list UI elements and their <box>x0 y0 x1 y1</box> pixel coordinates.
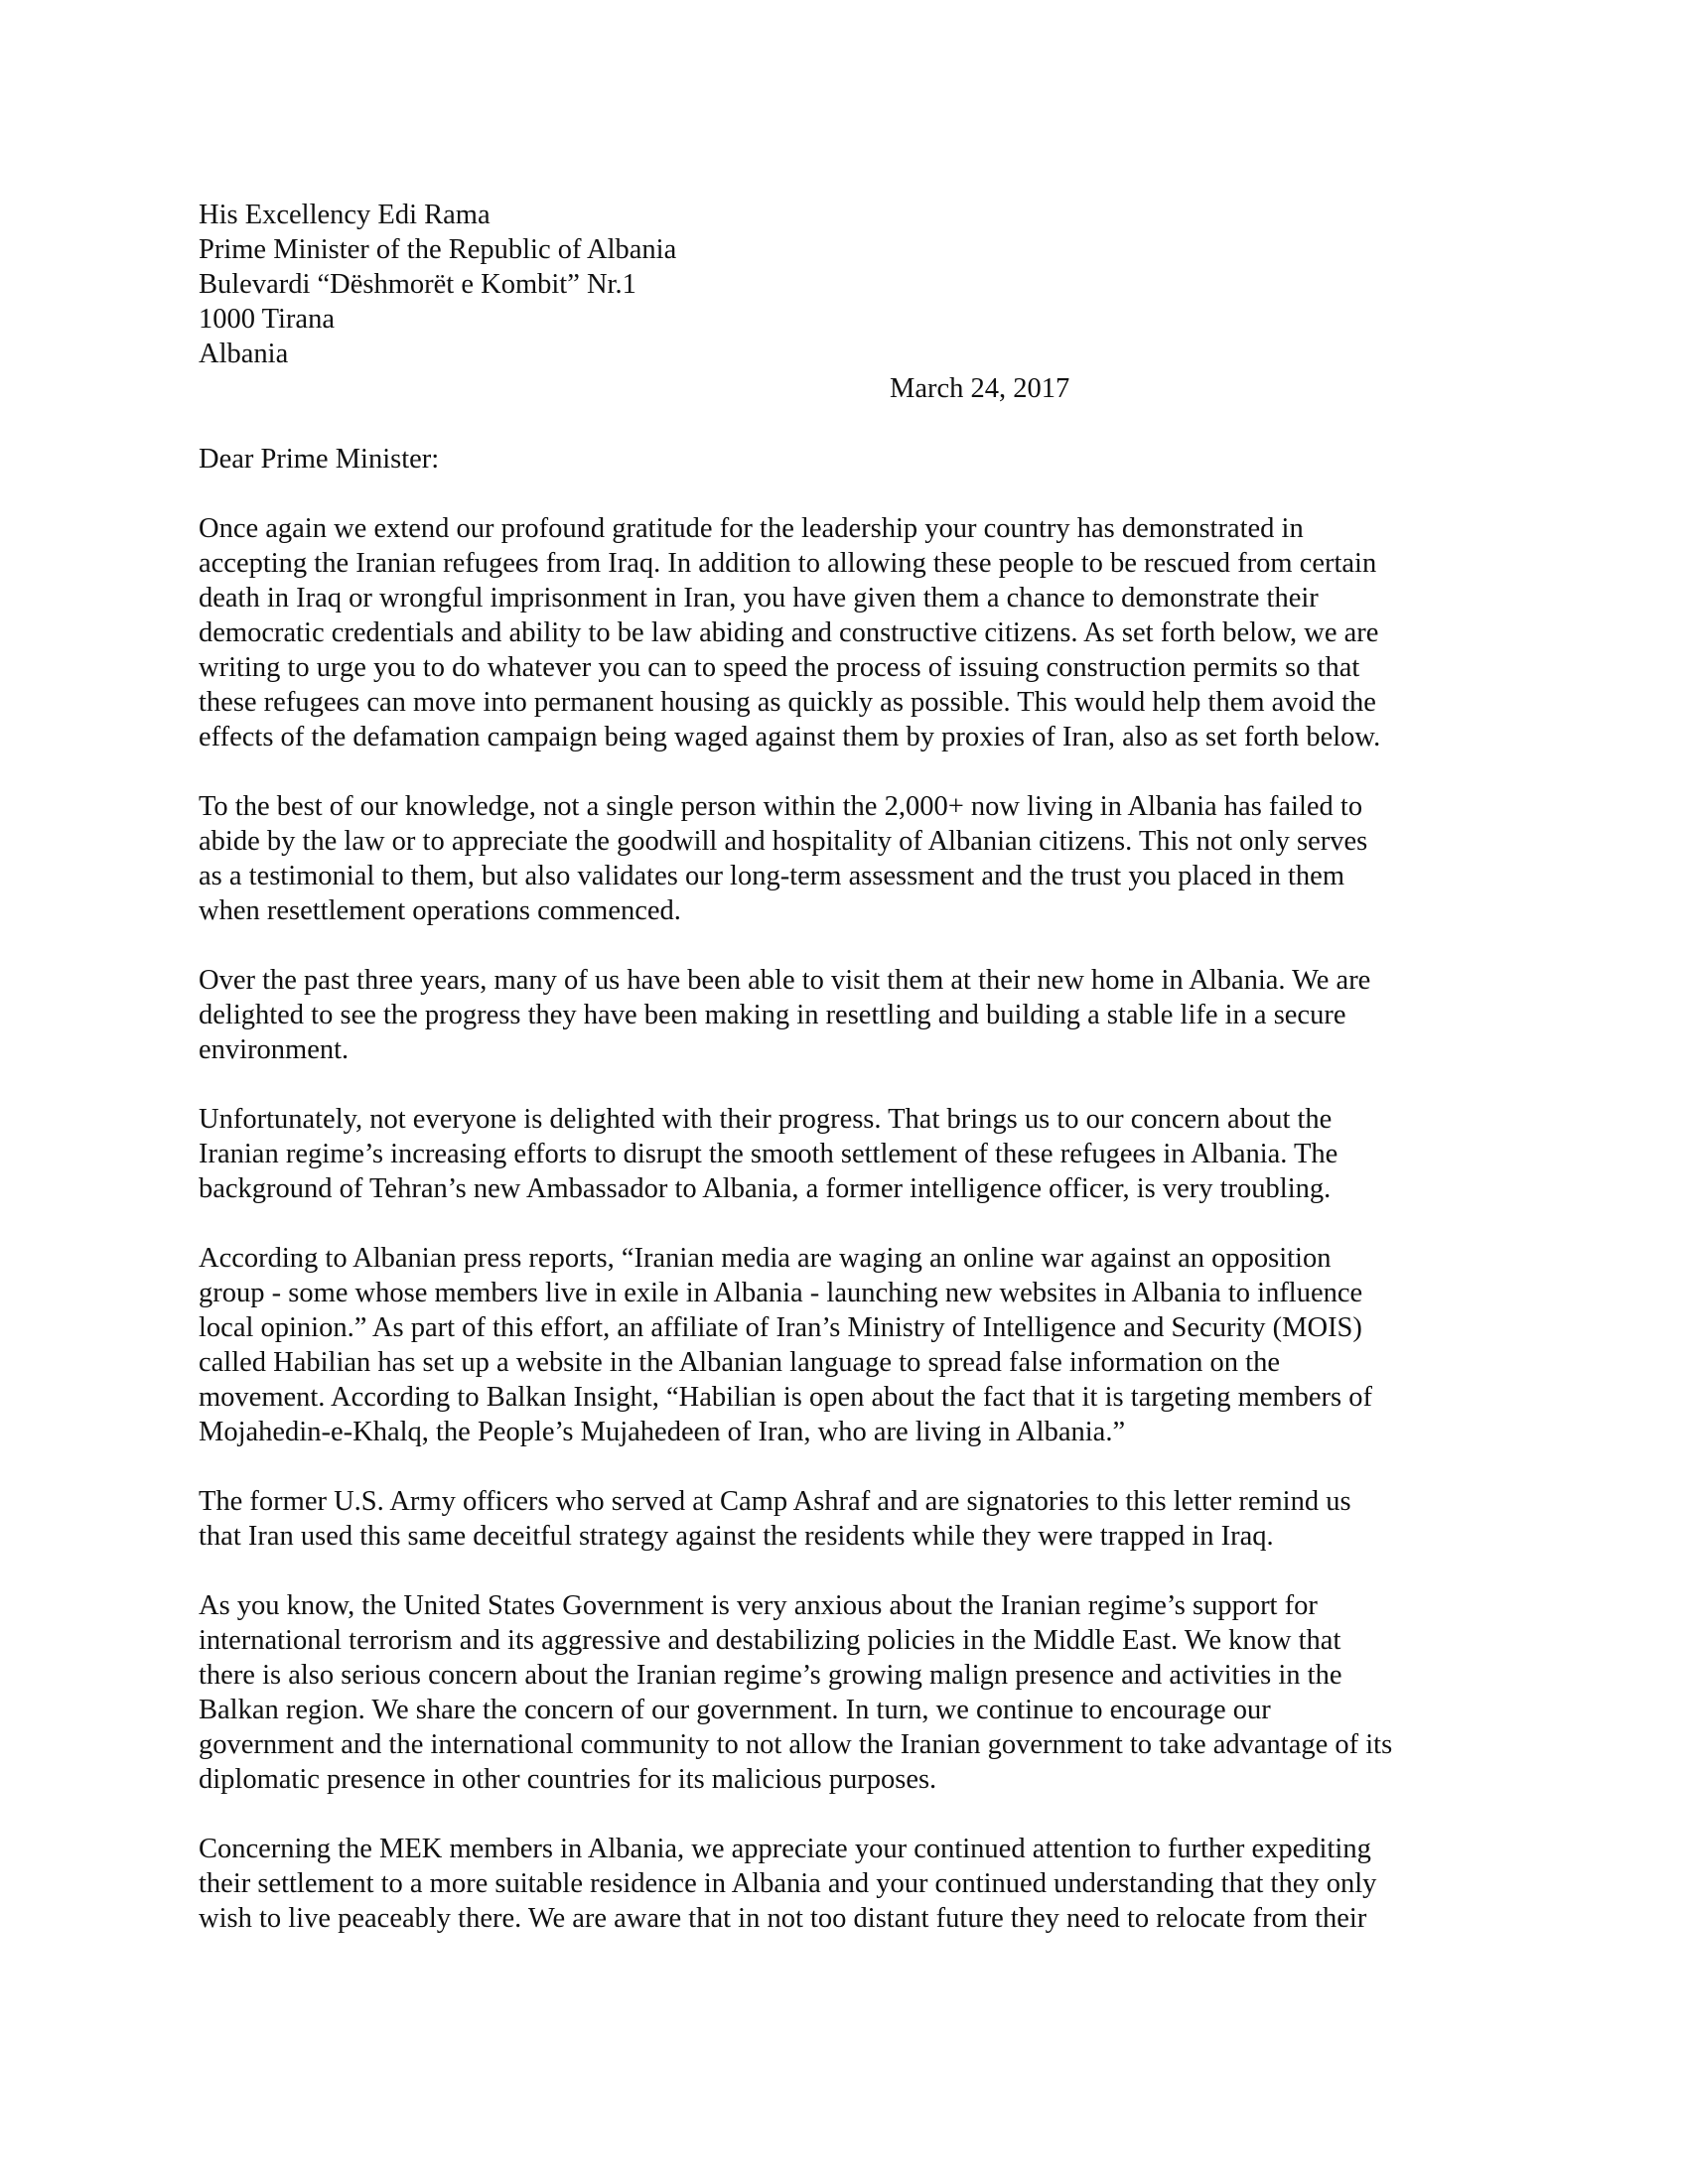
paragraph <box>199 1832 1489 1936</box>
text-line: The former U.S. Army officers who served at Camp Ashraf and are signatories to this letter remind us <box>199 1486 1351 1517</box>
text-line: background of Tehran’s new Ambassador to Albania, a former intelligence officer, is very troubling. <box>199 1173 1332 1204</box>
salutation: Dear Prime Minister: <box>199 444 440 475</box>
letter-body <box>199 511 1489 1971</box>
address-line: Prime Minister of the Republic of Albania <box>199 234 677 265</box>
text-line: wish to live peaceably there. We are aware that in not too distant future they need to relocate from their <box>199 1903 1367 1934</box>
text-line: international terrorism and its aggressive and destabilizing policies in the Middle East. We know that <box>199 1625 1341 1656</box>
paragraph <box>199 1102 1489 1206</box>
text-line: environment. <box>199 1034 350 1065</box>
text-line: death in Iraq or wrongful imprisonment in Iran, you have given them a chance to demonstrate their <box>199 583 1319 614</box>
text-line: Iranian regime’s increasing efforts to disrupt the smooth settlement of these refugees in Albania. The <box>199 1139 1338 1169</box>
letter-date: March 24, 2017 <box>890 373 1070 404</box>
paragraph <box>199 963 1489 1067</box>
text-line: To the best of our knowledge, not a single person within the 2,000+ now living in Albania has failed to <box>199 791 1363 822</box>
paragraph <box>199 1484 1489 1554</box>
text-line: Once again we extend our profound gratitude for the leadership your country has demonstrated in <box>199 513 1304 544</box>
text-line: delighted to see the progress they have been making in resettling and building a stable life in a secure <box>199 1000 1346 1030</box>
text-line: when resettlement operations commenced. <box>199 895 681 926</box>
text-line: government and the international community to not allow the Iranian government to take advantage of its <box>199 1729 1393 1760</box>
text-line: that Iran used this same deceitful strategy against the residents while they were trapped in Iraq. <box>199 1521 1274 1552</box>
text-line: abide by the law or to appreciate the goodwill and hospitality of Albanian citizens. This not only serves <box>199 826 1368 857</box>
paragraph <box>199 789 1489 928</box>
text-line: movement. According to Balkan Insight, “Habilian is open about the fact that it is targeting members of <box>199 1382 1372 1413</box>
text-line: Mojahedin-e-Khalq, the People’s Mujahedeen of Iran, who are living in Albania.” <box>199 1417 1126 1447</box>
recipient-address <box>199 198 676 371</box>
text-line: writing to urge you to do whatever you can to speed the process of issuing construction permits so that <box>199 652 1360 683</box>
address-line: Bulevardi “Dëshmorët e Kombit” Nr.1 <box>199 269 636 300</box>
text-line: these refugees can move into permanent housing as quickly as possible. This would help them avoid the <box>199 687 1376 718</box>
text-line: there is also serious concern about the Iranian regime’s growing malign presence and activities in the <box>199 1660 1342 1691</box>
paragraph <box>199 1588 1489 1797</box>
text-line: as a testimonial to them, but also validates our long-term assessment and the trust you placed in them <box>199 861 1344 891</box>
text-line: group - some whose members live in exile in Albania - launching new websites in Albania to influence <box>199 1278 1363 1308</box>
text-line: Balkan region. We share the concern of our government. In turn, we continue to encourage our <box>199 1695 1271 1725</box>
address-line: His Excellency Edi Rama <box>199 200 491 230</box>
text-line: called Habilian has set up a website in the Albanian language to spread false information on the <box>199 1347 1280 1378</box>
text-line: local opinion.” As part of this effort, an affiliate of Iran’s Ministry of Intelligence and Security (MOIS) <box>199 1312 1362 1343</box>
text-line: According to Albanian press reports, “Iranian media are waging an online war against an opposition <box>199 1243 1332 1274</box>
text-line: diplomatic presence in other countries for its malicious purposes. <box>199 1764 937 1795</box>
text-line: democratic credentials and ability to be law abiding and constructive citizens. As set forth below, we are <box>199 617 1379 648</box>
text-line: Over the past three years, many of us have been able to visit them at their new home in Albania. We are <box>199 965 1371 996</box>
address-line: 1000 Tirana <box>199 304 335 335</box>
address-line: Albania <box>199 339 289 369</box>
text-line: accepting the Iranian refugees from Iraq. In addition to allowing these people to be rescued from certain <box>199 548 1377 579</box>
text-line: Concerning the MEK members in Albania, we appreciate your continued attention to further expediting <box>199 1834 1371 1864</box>
text-line: effects of the defamation campaign being waged against them by proxies of Iran, also as set forth below. <box>199 722 1381 752</box>
text-line: As you know, the United States Government is very anxious about the Iranian regime’s support for <box>199 1590 1318 1621</box>
paragraph <box>199 511 1489 754</box>
paragraph <box>199 1241 1489 1449</box>
text-line: their settlement to a more suitable residence in Albania and your continued understanding that they only <box>199 1868 1377 1899</box>
text-line: Unfortunately, not everyone is delighted with their progress. That brings us to our concern about the <box>199 1104 1333 1135</box>
